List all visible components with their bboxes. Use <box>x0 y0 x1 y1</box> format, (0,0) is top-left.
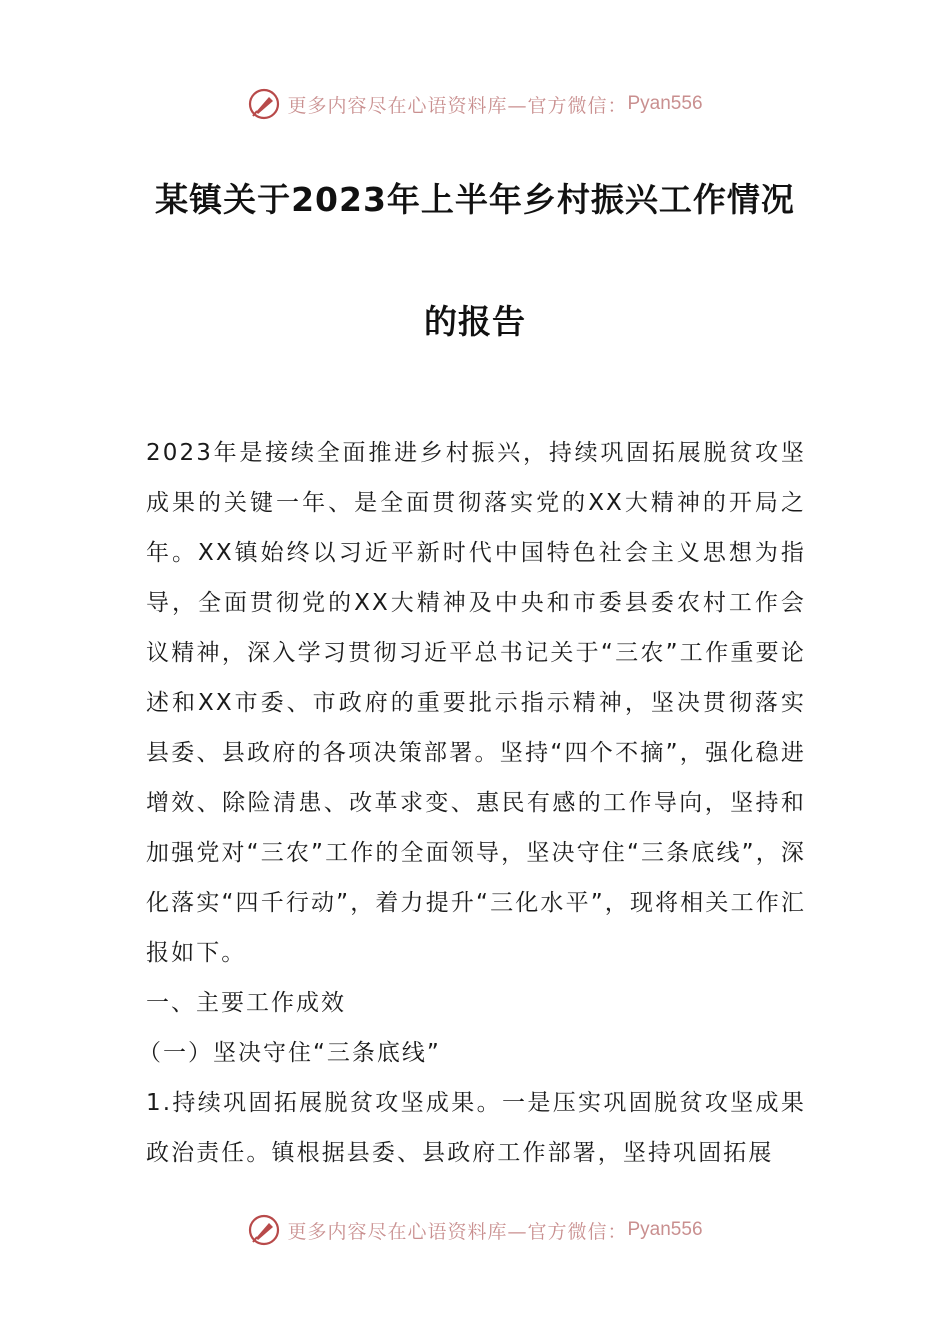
watermark-wechat-id: Pyan556 <box>627 1219 703 1240</box>
subsection-heading: （一）坚决守住“三条底线” <box>138 1040 441 1066</box>
document-title-line1: 某镇关于2023年上半年乡村振兴工作情况 <box>155 180 795 219</box>
pen-nib-logo-icon <box>247 1213 281 1247</box>
watermark-text: 更多内容尽在心语资料库—官方微信： <box>287 94 628 117</box>
watermark-banner-bottom <box>0 1210 950 1250</box>
document-body <box>138 428 806 1178</box>
document-title-line2: 的报告 <box>424 302 526 341</box>
watermark-banner-top <box>0 84 950 124</box>
watermark-text: 更多内容尽在心语资料库—官方微信： <box>287 1220 628 1243</box>
pen-nib-logo-icon <box>247 87 281 121</box>
intro-paragraph: 2023年是接续全面推进乡村振兴，持续巩固拓展脱贫攻坚成果的关键一年、是全面贯彻落实党的XX大精神的开局之年。XX镇始终以习近平新时代中国特色社会主义思想为指导，全面贯彻党的XX大精神及中央和市委县委农村工作会议精神，深入学习贯彻习近平总书记关于“三农”工作重要论述和XX市委、市政府的重要批示指示精神，坚决贯彻落实县委、县政府的各项决策部署。坚持“四个不摘”，强化稳进增效、除险清患、改革求变、惠民有感的工作导向，坚持和加强党对“三农”工作的全面领导，坚决守住“三条底线”，深化落实“四千行动”，着力提升“三化水平”，现将相关工作汇报如下。 <box>146 440 806 966</box>
item-paragraph: 1.持续巩固拓展脱贫攻坚成果。一是压实巩固脱贫攻坚成果政治责任。镇根据县委、县政府工作部署，坚持巩固拓展 <box>146 1090 806 1166</box>
section-heading: 一、主要工作成效 <box>146 990 346 1016</box>
watermark-wechat-id: Pyan556 <box>627 93 703 114</box>
